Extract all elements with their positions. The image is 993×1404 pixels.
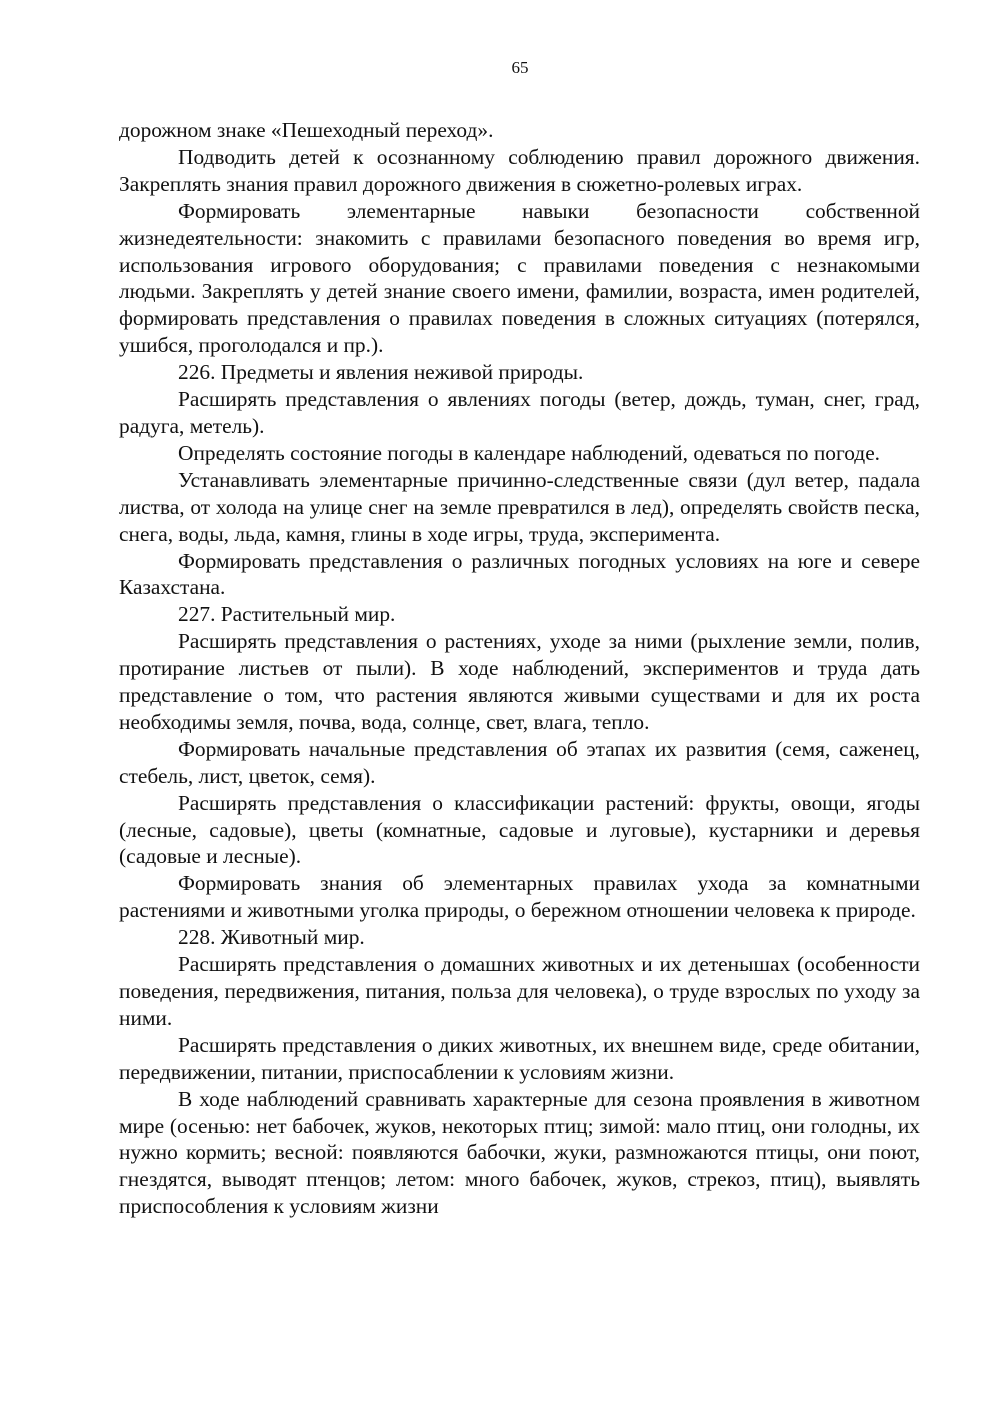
section-heading-228: 228. Животный мир. <box>178 925 365 950</box>
body-text <box>119 117 920 1220</box>
page-number: 65 <box>511 58 529 77</box>
paragraph-wild-animals: Расширять представления о диких животных, их внешнем виде, среде обитании, передвижении, питании, приспосаблении к условиям жизни. <box>119 1032 920 1084</box>
section-heading-227: 227. Растительный мир. <box>178 602 396 627</box>
paragraph-plant-stages: Формировать начальные представления об этапах их развития (семя, саженец, стебель, лист, цветок, семя). <box>119 736 920 788</box>
section-heading-226: 226. Предметы и явления неживой природы. <box>178 360 584 385</box>
paragraph-safety-skills: Формировать элементарные навыки безопасности собственной жизнедеятельности: знакомить с правилами безопасного поведения во время игр, использования игрового оборудования; с правилами поведения с незнакомыми людьми. Закреплять у детей знание своего имени, фамилии, возраста, имен родителей, формировать представления о правилах поведения в сложных ситуациях (потерялся, ушибся, проголодался и пр.). <box>119 198 920 358</box>
paragraph-plant-classification: Расширять представления о классификации растений: фрукты, овощи, ягоды (лесные, садовые), цветы (комнатные, садовые и луговые), кустарники и деревья (садовые и лесные). <box>119 790 920 869</box>
paragraph-weather-calendar: Определять состояние погоды в календаре наблюдений, одеваться по погоде. <box>178 440 881 465</box>
paragraph-care-rules: Формировать знания об элементарных правилах ухода за комнатными растениями и животными уголка природы, о бережном отношении человека к природе. <box>119 871 920 923</box>
paragraph-traffic-rules: Подводить детей к осознанному соблюдению правил дорожного движения. Закреплять знания правил дорожного движения в сюжетно-ролевых играх. <box>119 144 920 196</box>
paragraph-domestic-animals: Расширять представления о домашних животных и их детенышах (особенности поведения, передвижения, питания, польза для человека), о труде взрослых по уходу за ними. <box>119 952 920 1030</box>
paragraph-road-sign-end: дорожном знаке «Пешеходный переход». <box>119 118 494 142</box>
paragraph-seasonal-observations: В ходе наблюдений сравнивать характерные для сезона проявления в животном мире (осенью: нет бабочек, жуков, некоторых птиц; зимой: мало птиц, они голодны, их нужно кормить; весной: появляются бабочки, жуки, размножаются птицы, они поют, гнездятся, выводят птенцов; летом: много бабочек, жуков, стрекоз, птиц), выявлять приспособления к условиям жизни <box>119 1086 920 1219</box>
paragraph-cause-effect: Устанавливать элементарные причинно-следственные связи (дул ветер, падала листва, от холода на улице снег на земле превратился в лед), определять свойств песка, снега, воды, льда, камня, глины в ходе игры, труда, эксперимента. <box>119 467 920 546</box>
paragraph-weather-phenomena: Расширять представления о явлениях погоды (ветер, дождь, туман, снег, град, радуга, метель). <box>119 387 920 438</box>
paragraph-plants-care: Расширять представления о растениях, уходе за ними (рыхление земли, полив, протирание листьев от пыли). В ходе наблюдений, экспериментов и труда дать представление о том, что растения являются живыми существами и для их роста необходимы земля, почва, вода, солнце, свет, влага, тепло. <box>119 629 920 734</box>
paragraph-kazakhstan-weather: Формировать представления о различных погодных условиях на юге и севере Казахстана. <box>119 548 920 600</box>
